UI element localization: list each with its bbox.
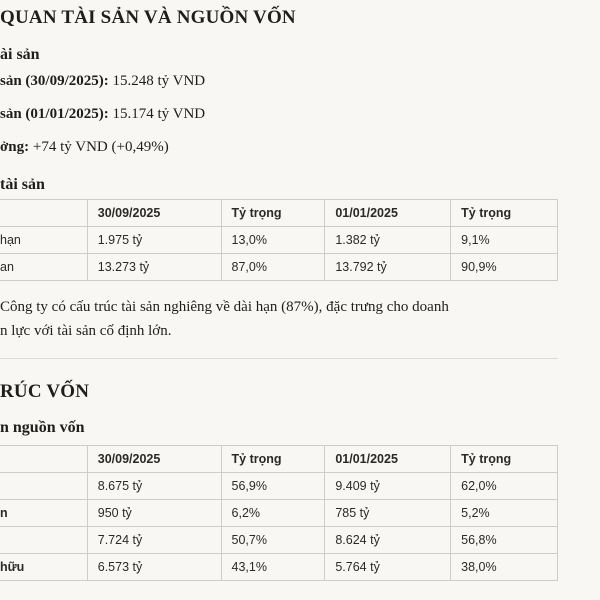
table-cell: 6,2%	[221, 500, 325, 527]
table-cell: 62,0%	[451, 473, 558, 500]
total-assets-start-label: sản (01/01/2025):	[0, 106, 109, 122]
table-cell: 90,9%	[451, 254, 558, 281]
table-cell	[0, 473, 87, 500]
table-header-cell: Tỷ trọng	[451, 200, 558, 227]
table-header-cell: Tỷ trọng	[451, 446, 558, 473]
table-row	[0, 227, 558, 254]
table-cell: 5,2%	[451, 500, 558, 527]
table-cell: 8.624 tỷ	[325, 527, 451, 554]
table-header-cell: 30/09/2025	[87, 446, 221, 473]
table-header-cell: Tỷ trọng	[221, 446, 325, 473]
table-cell: 87,0%	[221, 254, 325, 281]
table-cell: 9,1%	[451, 227, 558, 254]
section-title-capital: RÚC VỐN	[0, 381, 90, 402]
table-row	[0, 554, 558, 581]
table-cell: 56,8%	[451, 527, 558, 554]
table-header-row	[0, 446, 558, 473]
growth-value: +74 tỷ VND (+0,49%)	[29, 139, 169, 155]
table-cell: 1.382 tỷ	[325, 227, 451, 254]
table-cell: 56,9%	[221, 473, 325, 500]
table-header-cell: 30/09/2025	[87, 200, 221, 227]
growth-line	[0, 139, 169, 156]
table-cell: 950 tỷ	[87, 500, 221, 527]
capital-structure-title: n nguồn vốn	[0, 419, 85, 436]
table-header-row	[0, 200, 558, 227]
table-cell: 13.273 tỷ	[87, 254, 221, 281]
note-line-1: Công ty có cấu trúc tài sản nghiêng về dài hạn (87%), đặc trưng cho doanh	[0, 299, 449, 315]
table-cell	[0, 527, 87, 554]
asset-structure-title: tài sản	[0, 176, 45, 193]
table-cell: 9.409 tỷ	[325, 473, 451, 500]
table-cell: 13,0%	[221, 227, 325, 254]
table-header-cell	[0, 200, 87, 227]
table-header-cell: Tỷ trọng	[221, 200, 325, 227]
table-header-cell: 01/01/2025	[325, 446, 451, 473]
asset-structure-table	[0, 199, 558, 281]
table-cell: 50,7%	[221, 527, 325, 554]
table-cell: hạn	[0, 227, 87, 254]
total-assets-q3-label: sản (30/09/2025):	[0, 73, 109, 89]
table-cell: 7.724 tỷ	[87, 527, 221, 554]
table-row	[0, 500, 558, 527]
table-cell: 1.975 tỷ	[87, 227, 221, 254]
table-header-cell: 01/01/2025	[325, 200, 451, 227]
table-cell: 5.764 tỷ	[325, 554, 451, 581]
total-assets-q3-line	[0, 73, 205, 90]
table-cell: hữu	[0, 554, 87, 581]
table-row	[0, 527, 558, 554]
assets-subtitle: ài sản	[0, 46, 40, 63]
total-assets-start-value: 15.174 tỷ VND	[108, 106, 206, 122]
total-assets-start-line	[0, 106, 205, 123]
table-cell: 38,0%	[451, 554, 558, 581]
section-divider	[0, 358, 558, 359]
section-title-overview: QUAN TÀI SẢN VÀ NGUỒN VỐN	[0, 7, 296, 28]
note-line-2: n lực với tài sản cố định lớn.	[0, 323, 172, 339]
total-assets-q3-value: 15.248 tỷ VND	[108, 73, 206, 89]
growth-label: ởng:	[0, 139, 30, 155]
table-row	[0, 254, 558, 281]
table-header-cell	[0, 446, 87, 473]
table-cell: 13.792 tỷ	[325, 254, 451, 281]
capital-structure-table	[0, 445, 558, 581]
table-cell: n	[0, 500, 87, 527]
table-cell: 8.675 tỷ	[87, 473, 221, 500]
table-row	[0, 473, 558, 500]
table-cell: 6.573 tỷ	[87, 554, 221, 581]
table-cell: an	[0, 254, 87, 281]
table-cell: 43,1%	[221, 554, 325, 581]
table-cell: 785 tỷ	[325, 500, 451, 527]
